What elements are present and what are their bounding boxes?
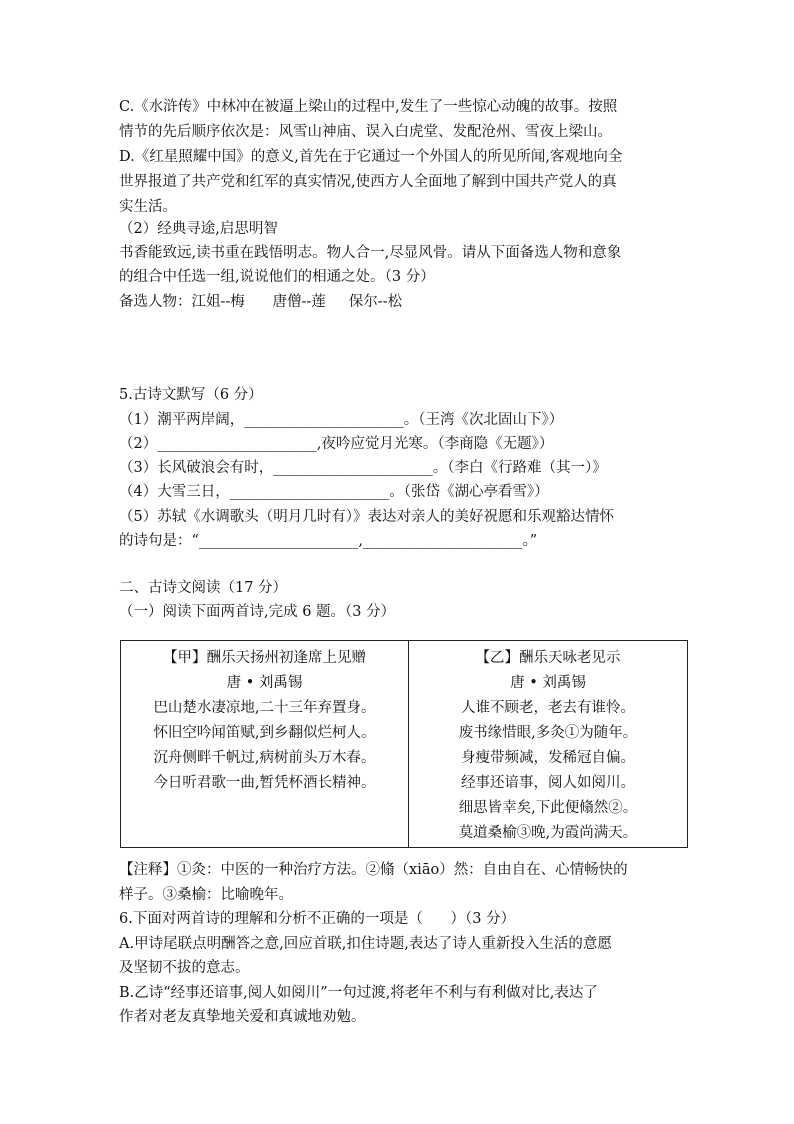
poems-table bbox=[120, 640, 688, 848]
candidate-characters: 备选人物：江姐--梅 唐僧--莲 保尔--松 bbox=[119, 294, 403, 310]
poem-yi-line: 人谁不顾老，老去有谁怜。 bbox=[461, 700, 635, 716]
poem-yi-line: 废书缘惜眼,多灸①为随年。 bbox=[458, 725, 638, 741]
question-6-option-a-line-1: A.甲诗尾联点明酬答之意,回应首联,扣住诗题,表达了诗人重新投入生活的意愿 bbox=[119, 936, 612, 952]
option-d-line-3: 实生活。 bbox=[119, 199, 177, 215]
section-5-title: 5.古诗文默写（6 分） bbox=[119, 387, 263, 403]
poem-yi-line: 经事还谙事，阅人如阅川。 bbox=[461, 775, 635, 791]
subsection-2-line-1: 书香能致远,读书重在践悟明志。物人合一,尽显风骨。请从下面备选人物和意象 bbox=[119, 245, 622, 261]
poem-jia-cell bbox=[121, 641, 409, 848]
dictation-q1: （1）潮平两岸阔，______________________。（王湾《次北固山下》） bbox=[119, 412, 564, 428]
poem-jia-author: 唐 • 刘禹锡 bbox=[226, 675, 303, 691]
question-6-option-b-line-2: 作者对老友真挚地关爱和真诚地劝勉。 bbox=[119, 1009, 366, 1025]
poem-yi-author: 唐 • 刘禹锡 bbox=[510, 675, 586, 691]
option-d-line-1: D.《红星照耀中国》的意义,首先在于它通过一个外国人的所见所闻,客观地向全 bbox=[119, 149, 623, 165]
notes-line-1: 【注释】①灸：中医的一种治疗方法。②翛（xiāo）然：自由自在、心情畅快的 bbox=[119, 862, 628, 878]
question-6-stem: 6.下面对两首诗的理解和分析不正确的一项是（ ）（3 分） bbox=[119, 911, 516, 927]
notes-line-2: 样子。③桑榆：比喻晚年。 bbox=[119, 887, 293, 903]
dictation-q2: （2）______________________,夜吟应觉月光寒。（李商隐《无题》） bbox=[119, 436, 554, 452]
option-c-line-2: 情节的先后顺序依次是：风雪山神庙、误入白虎堂、发配沧州、雪夜上梁山。 bbox=[119, 124, 612, 140]
poem-jia-line: 今日听君歌一曲,暂凭杯酒长精神。 bbox=[153, 775, 376, 791]
poem-jia-line: 怀旧空吟闻笛赋,到乡翻似烂柯人。 bbox=[153, 725, 376, 741]
poem-yi-line: 莫道桑榆③晚,为霞尚满天。 bbox=[458, 825, 638, 841]
dictation-q5-line-1: （5）苏轼《水调歌头（明月几时有）》表达对亲人的美好祝愿和乐观豁达情怀 bbox=[119, 509, 614, 525]
question-6-option-a-line-2: 及坚韧不拔的意志。 bbox=[119, 960, 250, 976]
dictation-q3: （3）长风破浪会有时，______________________。（李白《行路难（其一）》 bbox=[119, 460, 607, 476]
dictation-q4: （4）大雪三日，______________________。（张岱《湖心亭看雪》） bbox=[119, 484, 549, 500]
poem-jia-line: 沉舟侧畔千帆过,病树前头万木春。 bbox=[153, 750, 376, 766]
question-6-option-b-line-1: B.乙诗“经事还谙事,阅人如阅川”一句过渡,将老年不利与有利做对比,表达了 bbox=[119, 985, 598, 1001]
poem-yi-line: 细思皆幸矣,下此便翛然②。 bbox=[458, 800, 638, 816]
subsection-2-line-2: 的组合中任选一组,说说他们的相通之处。（3 分） bbox=[119, 269, 435, 285]
poem-yi-line: 身瘦带频减，发稀冠自偏。 bbox=[461, 750, 635, 766]
dictation-q5-line-2: 的诗句是：“______________________,______________________。” bbox=[119, 533, 538, 549]
option-d-line-2: 世界报道了共产党和红军的真实情况,使西方人全面地了解到中国共产党人的真 bbox=[119, 174, 617, 190]
poem-yi-title: 【乙】酬乐天咏老见示 bbox=[475, 650, 621, 666]
part-2-title: 二、古诗文阅读（17 分） bbox=[119, 580, 288, 596]
poem-yi-cell bbox=[409, 641, 688, 848]
part-2-sub-1: （一）阅读下面两首诗,完成 6 题。（3 分） bbox=[119, 604, 396, 620]
poem-jia-line: 巴山楚水凄凉地,二十三年弃置身。 bbox=[153, 700, 376, 716]
option-c-line-1: C.《水浒传》中林冲在被逼上梁山的过程中,发生了一些惊心动魄的故事。按照 bbox=[119, 99, 618, 115]
poem-jia-title: 【甲】酬乐天扬州初逢席上见赠 bbox=[163, 650, 366, 666]
subsection-2-title: （2）经典寻途,启思明智 bbox=[119, 221, 278, 237]
